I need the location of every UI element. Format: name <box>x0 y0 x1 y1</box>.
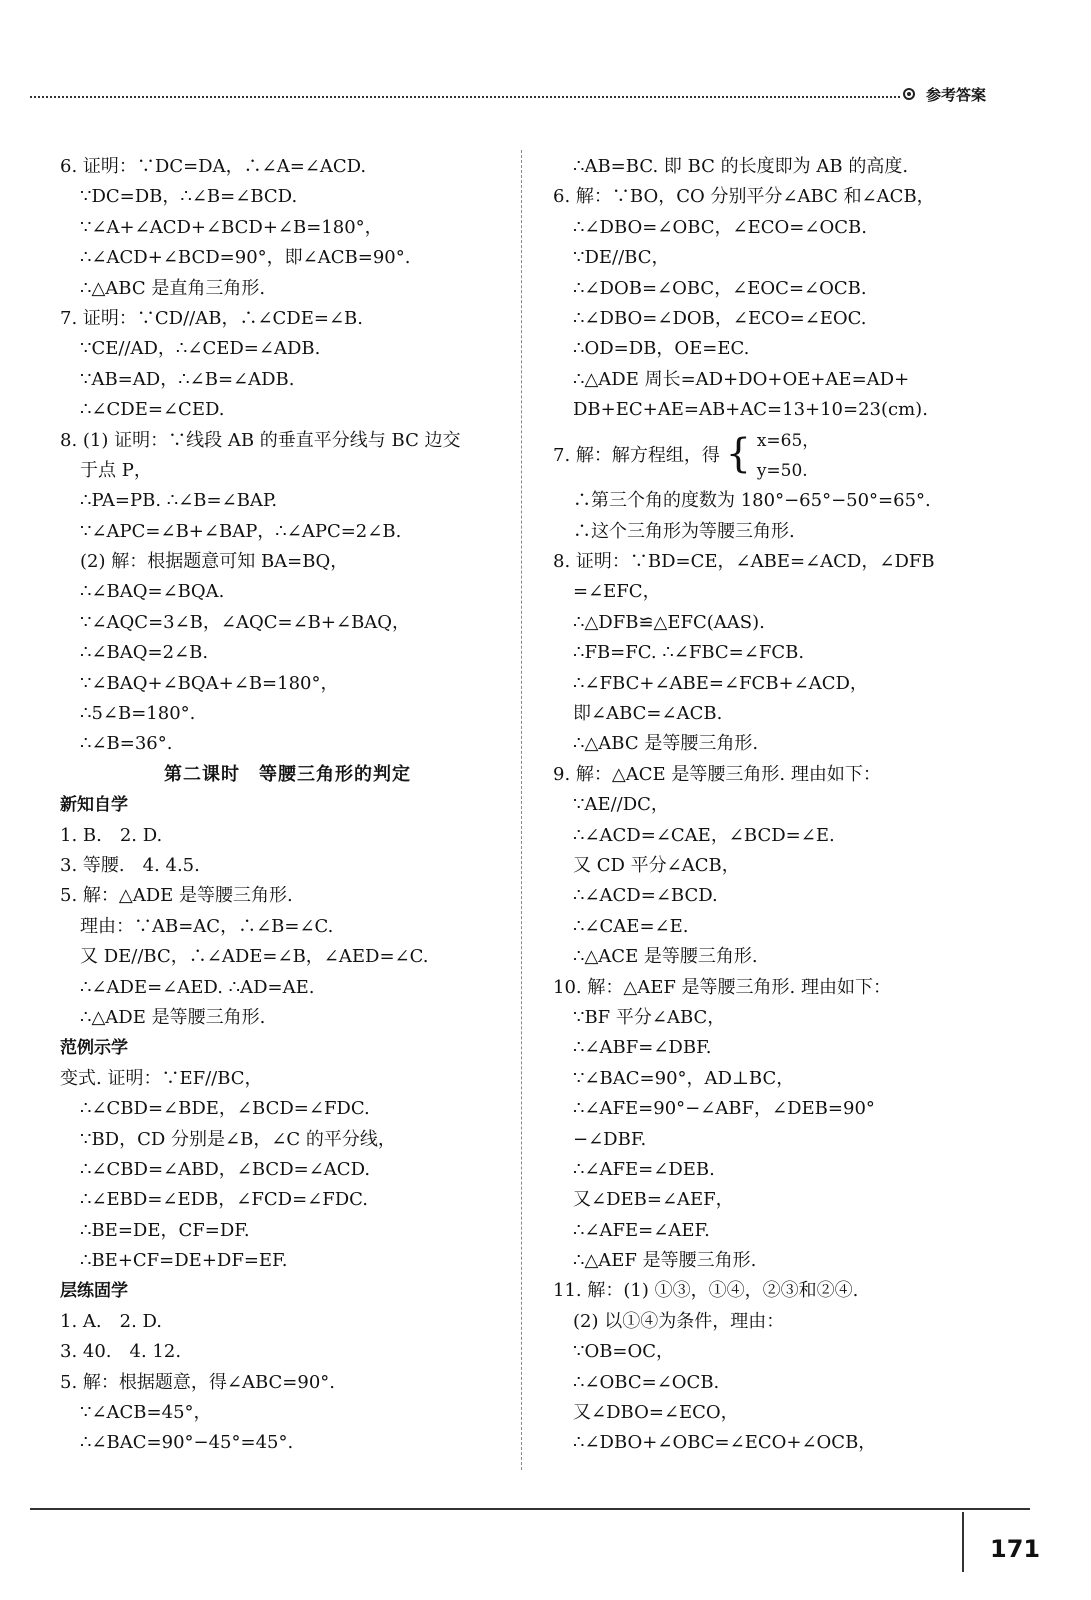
answer-line: 理由：∵AB=AC，∴∠B=∠C. <box>80 915 334 937</box>
answer-line: ∵AB=AD，∴∠B=∠ADB. <box>80 368 295 390</box>
answer-line: ∵∠APC=∠B+∠BAP，∴∠APC=2∠B. <box>80 520 402 542</box>
answer-line: ∴∠CDE=∠CED. <box>80 399 225 421</box>
answer-line: ∴∠AFE=∠AEF. <box>573 1219 710 1241</box>
footer-rule <box>30 1508 1030 1510</box>
answer-line: ∵∠BAQ+∠BQA+∠B=180°， <box>80 672 339 694</box>
answer-line: 5. 解：根据题意，得∠ABC=90°. <box>60 1371 336 1393</box>
bullet-icon <box>903 88 915 100</box>
answer-line: 变式. 证明：∵EF//BC， <box>60 1067 263 1089</box>
equation-pair <box>757 426 819 487</box>
answer-line: (2) 解：根据题意可知 BA=BQ， <box>80 551 349 573</box>
answer-line: ∴PA=PB. ∴∠B=∠BAP. <box>80 490 278 512</box>
answer-line: 11. 解：(1) ①③，①④，②③和②④. <box>553 1280 859 1302</box>
answer-line: ∴∠B=36°. <box>80 733 173 755</box>
answer-line: ∴∠BAQ=2∠B. <box>80 642 209 664</box>
answer-line: ∴∠OBC=∠OCB. <box>573 1371 720 1393</box>
answer-line: 8. 证明：∵BD=CE，∠ABE=∠ACD，∠DFB <box>553 551 935 573</box>
answer-line: ∵BD，CD 分别是∠B，∠C 的平分线， <box>80 1128 396 1150</box>
answer-line: 即∠ABC=∠ACB. <box>573 703 723 725</box>
subsection-heading: 范例示学 <box>60 1038 128 1059</box>
answer-line: ∴∠CAE=∠E. <box>573 915 689 937</box>
answer-line: (2) 以①④为条件，理由： <box>573 1310 785 1332</box>
answer-line: 1. A. 2. D. <box>60 1310 163 1332</box>
equation-y: y=50. <box>756 460 808 481</box>
answer-line: 3. 40. 4. 12. <box>60 1341 182 1363</box>
answer-line: ∴∠ACD=∠CAE，∠BCD=∠E. <box>573 824 835 846</box>
right-column <box>553 152 993 1459</box>
answer-line: 又∠DEB=∠AEF， <box>573 1189 734 1211</box>
column-divider <box>521 150 522 1470</box>
answer-line: ∵BF 平分∠ABC， <box>573 1006 726 1028</box>
answer-line: −∠DBF. <box>573 1128 647 1150</box>
answer-line: ∴BE=DE，CF=DF. <box>80 1219 250 1241</box>
answer-line: ∴∠ADE=∠AED. ∴AD=AE. <box>80 976 315 998</box>
equation-x: x=65， <box>756 430 820 451</box>
brace-icon: { <box>725 430 752 477</box>
answer-line: ∴∠EBD=∠EDB，∠FCD=∠FDC. <box>80 1189 369 1211</box>
answer-line: ∵OB=OC， <box>573 1341 675 1363</box>
answer-line: 又 DE//BC，∴∠ADE=∠B，∠AED=∠C. <box>80 946 429 968</box>
left-column <box>60 152 515 1459</box>
answer-line: ∴OD=DB，OE=EC. <box>573 338 750 360</box>
answer-line: 8. (1) 证明：∵线段 AB 的垂直平分线与 BC 边交 <box>60 429 461 451</box>
answer-line: 6. 解：∵BO，CO 分别平分∠ABC 和∠ACB， <box>553 186 935 208</box>
answer-line: ∴5∠B=180°. <box>80 703 196 725</box>
answer-line: ∵∠BAC=90°，AD⊥BC， <box>573 1067 795 1089</box>
answer-line: ∴∠ABF=∠DBF. <box>573 1037 712 1059</box>
answer-line: =∠EFC， <box>573 581 661 603</box>
answer-line: ∴∠AFE=∠DEB. <box>573 1158 715 1180</box>
answer-line: ∴△DFB≌△EFC(AAS). <box>573 611 765 633</box>
answer-line: 3. 等腰. 4. 4.5. <box>60 854 200 876</box>
answer-line: ∴AB=BC. 即 BC 的长度即为 AB 的高度. <box>573 156 909 177</box>
answer-line: 5. 解：△ADE 是等腰三角形. <box>60 885 293 907</box>
answer-line: ∵∠ACB=45°， <box>80 1402 212 1424</box>
answer-line: 7. 解：解方程组，得 <box>553 444 720 466</box>
answer-line: 7. 证明：∵CD//AB，∴∠CDE=∠B. <box>60 307 363 329</box>
answer-line: ∵∠A+∠ACD+∠BCD+∠B=180°， <box>80 216 383 238</box>
answer-line: ∴∠DOB=∠OBC，∠EOC=∠OCB. <box>573 277 867 299</box>
answer-line: ∴∠FBC+∠ABE=∠FCB+∠ACD， <box>573 672 868 694</box>
answer-line: ∵AE//DC， <box>573 794 669 816</box>
answer-line: 10. 解：△AEF 是等腰三角形. 理由如下： <box>553 976 891 998</box>
answer-line: ∴FB=FC. ∴∠FBC=∠FCB. <box>573 642 805 664</box>
answer-line: ∴△AEF 是等腰三角形. <box>573 1250 757 1272</box>
subsection-heading: 新知自学 <box>60 795 128 816</box>
section-title: 第二课时 等腰三角形的判定 <box>164 763 411 785</box>
answer-line: ∵CE//AD，∴∠CED=∠ADB. <box>80 338 321 360</box>
answer-line: ∴△ADE 周长=AD+DO+OE+AE=AD+ <box>573 368 910 390</box>
header-dotted-rule <box>30 96 900 98</box>
answer-line: ∴∠BAC=90°−45°=45°. <box>80 1432 294 1454</box>
answer-line: ∴∠DBO+∠OBC=∠ECO+∠OCB， <box>573 1432 877 1454</box>
answer-line: ∴∠ACD+∠BCD=90°，即∠ACB=90°. <box>80 247 411 269</box>
side-bar-mark <box>962 1512 984 1572</box>
answer-line: ∴△ABC 是直角三角形. <box>80 277 266 299</box>
answer-line: ∴△ADE 是等腰三角形. <box>80 1006 266 1028</box>
answer-line: ∴∠CBD=∠ABD，∠BCD=∠ACD. <box>80 1158 371 1180</box>
equation-system-line <box>553 426 993 487</box>
answer-line: ∴△ABC 是等腰三角形. <box>573 733 759 755</box>
answer-line: ∵DC=DB，∴∠B=∠BCD. <box>80 186 298 208</box>
answer-line: 9. 解：△ACE 是等腰三角形. 理由如下： <box>553 763 881 785</box>
answer-line: ∴∠CBD=∠BDE，∠BCD=∠FDC. <box>80 1098 370 1120</box>
answer-line: 又∠DBO=∠ECO， <box>573 1402 739 1424</box>
answer-line: ∴△ACE 是等腰三角形. <box>573 946 758 968</box>
answer-line: ∴BE+CF=DE+DF=EF. <box>80 1250 288 1272</box>
header-title: 参考答案 <box>926 86 987 104</box>
answer-line: ∴∠BAQ=∠BQA. <box>80 581 225 603</box>
answer-line: ∴∠DBO=∠OBC，∠ECO=∠OCB. <box>573 216 867 238</box>
answer-line: ∵DE//BC， <box>573 247 670 269</box>
answer-line: ∴∠AFE=90°−∠ABF，∠DEB=90° <box>573 1098 875 1120</box>
answer-line: ∴第三个角的度数为 180°−65°−50°=65°. <box>573 490 931 512</box>
answer-line: 6. 证明：∵DC=DA，∴∠A=∠ACD. <box>60 156 367 177</box>
answer-line: 又 CD 平分∠ACB， <box>573 855 740 876</box>
answer-line: ∴∠ACD=∠BCD. <box>573 885 718 907</box>
subsection-heading: 层练固学 <box>60 1281 128 1302</box>
answer-line: 1. B. 2. D. <box>60 824 163 846</box>
answer-line: ∵∠AQC=3∠B，∠AQC=∠B+∠BAQ， <box>80 611 411 633</box>
answer-line: ∴∠DBO=∠DOB，∠ECO=∠EOC. <box>573 307 867 329</box>
answer-line: 于点 P， <box>80 459 152 481</box>
answer-line: ∴这个三角形为等腰三角形. <box>573 520 795 542</box>
page-number: 171 <box>990 1535 1041 1563</box>
answer-line: DB+EC+AE=AB+AC=13+10=23(cm). <box>573 399 928 421</box>
